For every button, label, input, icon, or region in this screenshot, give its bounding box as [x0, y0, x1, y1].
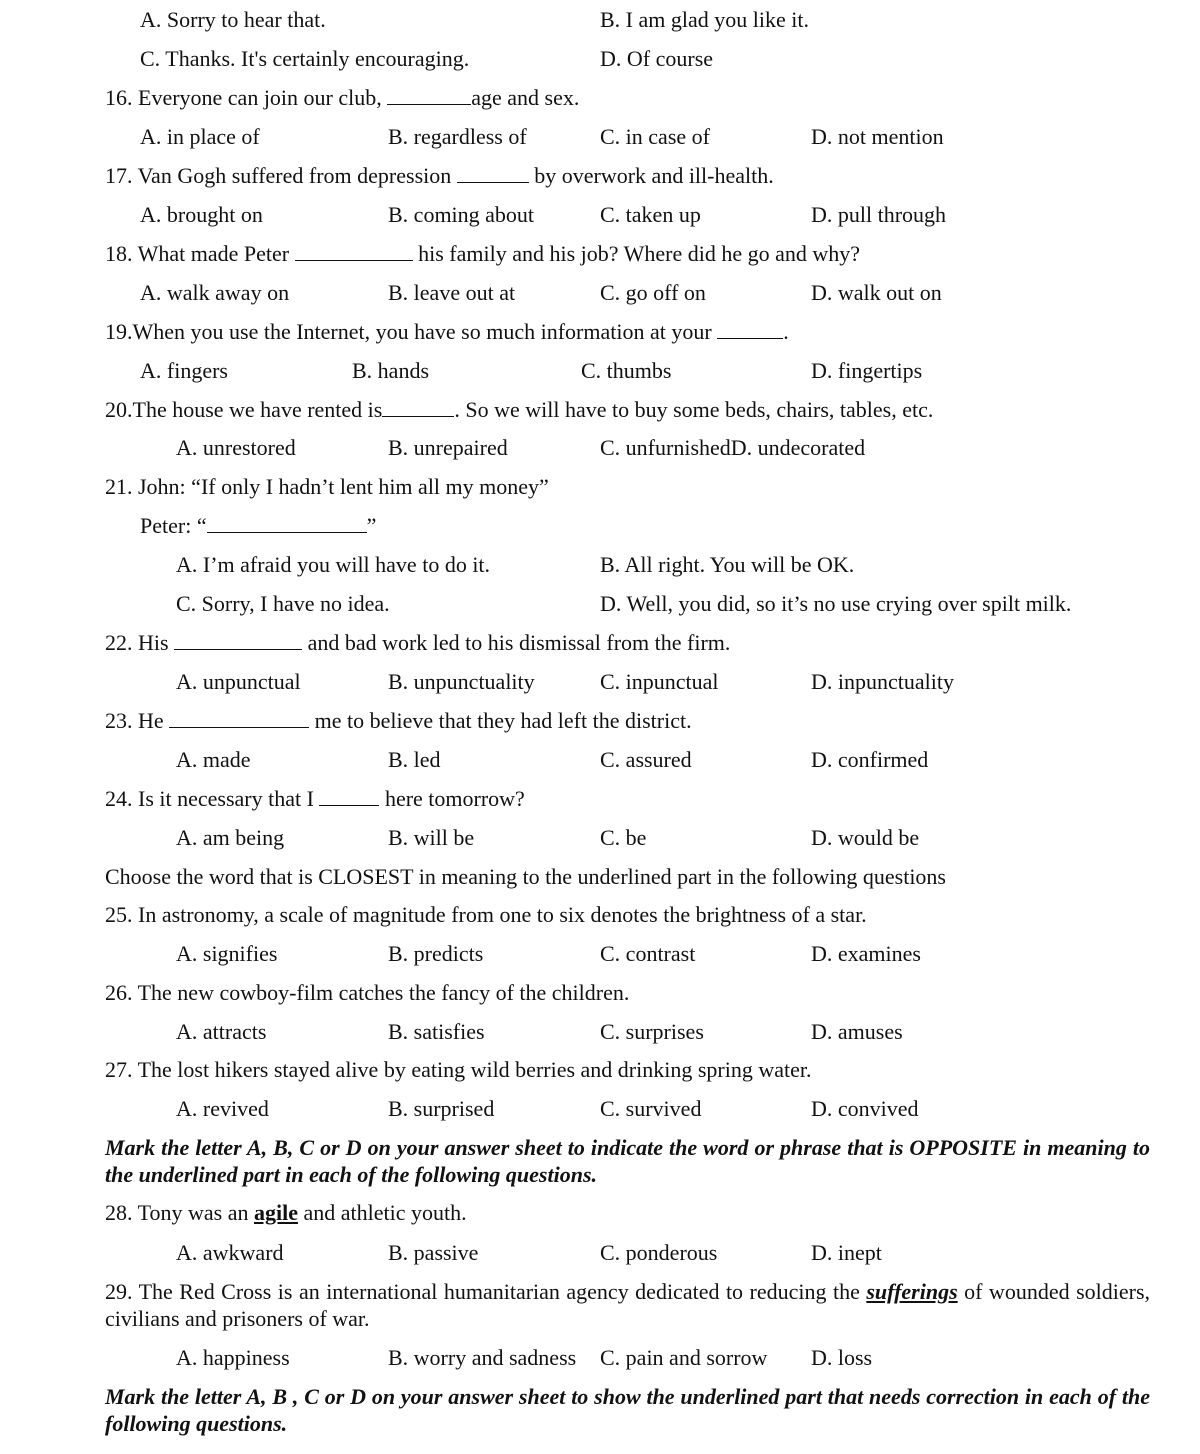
q19-option-b: B. hands: [352, 358, 429, 383]
answer-blank: [457, 164, 529, 183]
q18-option-d: D. walk out on: [811, 280, 942, 305]
answer-blank: [319, 787, 379, 806]
answer-blank: [207, 514, 367, 533]
question-number: 17.: [105, 163, 133, 188]
question-stem: Everyone can join our club,: [138, 85, 382, 110]
underlined-word: agile: [253, 1200, 298, 1225]
q22-option-a: A. unpunctual: [176, 669, 301, 694]
q15-option-c: C. Thanks. It's certainly encouraging.: [140, 46, 470, 71]
question-29: [105, 1278, 1150, 1332]
q15-option-b: B. I am glad you like it.: [600, 7, 809, 32]
closing-quote: ”: [366, 513, 377, 538]
question-stem: He: [138, 708, 164, 733]
q17-option-b: B. coming about: [388, 202, 535, 227]
q25-option-a: A. signifies: [176, 941, 278, 966]
q16-option-c: C. in case of: [600, 124, 710, 149]
question-stem: Is it necessary that I: [138, 786, 314, 811]
question-26: 26. The new cowboy-film catches the fancy of the children.: [105, 980, 630, 1005]
q20-option-a: A. unrestored: [176, 435, 296, 460]
q23-option-c: C. assured: [600, 747, 692, 772]
question-stem-end: and bad work led to his dismissal from the firm.: [307, 630, 731, 655]
q25-option-c: C. contrast: [600, 941, 696, 966]
underlined-word: sufferings: [866, 1279, 958, 1304]
question-stem: 19.When you use the Internet, you have so much information at your: [105, 319, 712, 344]
q29-option-d: D. loss: [811, 1345, 873, 1370]
q17-option-d: D. pull through: [811, 202, 947, 227]
q29-option-c: C. pain and sorrow: [600, 1345, 768, 1370]
q19-option-a: A. fingers: [140, 358, 228, 383]
q15-option-d: D. Of course: [600, 46, 714, 71]
question-stem: 20.The house we have rented is: [105, 397, 383, 422]
answer-blank: [717, 320, 783, 339]
q24-option-b: B. will be: [388, 825, 475, 850]
question-stem: 28. Tony was an: [105, 1200, 249, 1225]
answer-blank: [174, 631, 302, 650]
q21-option-b: B. All right. You will be OK.: [600, 552, 855, 577]
question-stem-end: his family and his job? Where did he go and why?: [418, 241, 861, 266]
q24-option-c: C. be: [600, 825, 647, 850]
q28-option-a: A. awkward: [176, 1240, 284, 1265]
question-stem-end: of wounded soldiers, civilians and prisoners of war.: [105, 1279, 1151, 1331]
q26-option-d: D. amuses: [811, 1019, 903, 1044]
question-stem: His: [138, 630, 169, 655]
q23-option-a: A. made: [176, 747, 251, 772]
q27-option-d: D. convived: [811, 1096, 919, 1121]
question-28: [105, 1200, 467, 1226]
answer-blank: [169, 709, 309, 728]
q26-option-b: B. satisfies: [388, 1019, 485, 1044]
q17-option-a: A. brought on: [140, 202, 263, 227]
q23-option-b: B. led: [388, 747, 441, 772]
q21-peter-line: [140, 513, 376, 539]
question-stem-end: . So we will have to buy some beds, chairs, tables, etc.: [454, 397, 934, 422]
q27-option-b: B. surprised: [388, 1096, 495, 1121]
q28-option-c: C. ponderous: [600, 1240, 718, 1265]
answer-blank: [387, 86, 471, 105]
q22-option-b: B. unpunctuality: [388, 669, 535, 694]
q16-option-a: A. in place of: [140, 124, 260, 149]
question-stem-end: .: [783, 319, 789, 344]
question-number: 24.: [105, 786, 133, 811]
question-stem-end: age and sex.: [471, 85, 580, 110]
q15-option-a: A. Sorry to hear that.: [140, 7, 326, 32]
q17-option-c: C. taken up: [600, 202, 701, 227]
question-22: [105, 630, 730, 656]
q28-option-b: B. passive: [388, 1240, 479, 1265]
question-number: 22.: [105, 630, 133, 655]
q20-option-b: B. unrepaired: [388, 435, 508, 460]
question-stem: Van Gogh suffered from depression: [137, 163, 452, 188]
question-18: [105, 241, 860, 267]
question-20: [105, 397, 933, 423]
q25-option-d: D. examines: [811, 941, 921, 966]
section-heading-opposite: Mark the letter A, B, C or D on your answer sheet to indicate the word or phrase that is OPPOSITE in meaning to the underlined part in each of the following questions.: [105, 1135, 1150, 1187]
q19-option-c: C. thumbs: [581, 358, 672, 383]
q21-option-a: A. I’m afraid you will have to do it.: [176, 552, 491, 577]
answer-blank: [295, 242, 413, 261]
q16-option-d: D. not mention: [811, 124, 944, 149]
q16-option-b: B. regardless of: [388, 124, 527, 149]
question-21: 21. John: “If only I hadn’t lent him all my money”: [105, 474, 549, 499]
q18-option-c: C. go off on: [600, 280, 706, 305]
q26-option-c: C. surprises: [600, 1019, 704, 1044]
question-27: 27. The lost hikers stayed alive by eating wild berries and drinking spring water.: [105, 1057, 812, 1082]
question-stem-end: here tomorrow?: [384, 786, 525, 811]
q22-option-d: D. inpunctuality: [811, 669, 954, 694]
q24-option-a: A. am being: [176, 825, 285, 850]
question-stem: 29. The Red Cross is an international humanitarian agency dedicated to reducing the: [105, 1279, 860, 1304]
section-heading-correction: Mark the letter A, B , C or D on your answer sheet to show the underlined part that needs correction in each of the following questions.: [105, 1384, 1150, 1436]
q27-option-c: C. survived: [600, 1096, 702, 1121]
q18-option-a: A. walk away on: [140, 280, 290, 305]
question-number: 16.: [105, 85, 133, 110]
section-heading-closest: Choose the word that is CLOSEST in meaning to the underlined part in the following questions: [105, 864, 946, 889]
q22-option-c: C. inpunctual: [600, 669, 719, 694]
q28-option-d: D. inept: [811, 1240, 882, 1265]
question-number: 18.: [105, 241, 133, 266]
q18-option-b: B. leave out at: [388, 280, 516, 305]
q19-option-d: D. fingertips: [811, 358, 923, 383]
q27-option-a: A. revived: [176, 1096, 269, 1121]
question-23: [105, 708, 692, 734]
question-17: [105, 163, 774, 189]
question-19: [105, 319, 789, 345]
q24-option-d: D. would be: [811, 825, 920, 850]
answer-blank: [382, 398, 454, 417]
q20-option-cd: C. unfurnishedD. undecorated: [600, 435, 866, 460]
speaker-label: Peter: “: [140, 513, 207, 538]
question-24: [105, 786, 525, 812]
q29-option-b: B. worry and sadness: [388, 1345, 577, 1370]
q25-option-b: B. predicts: [388, 941, 484, 966]
question-stem: What made Peter: [137, 241, 290, 266]
question-stem-end: me to believe that they had left the district.: [314, 708, 692, 733]
question-number: 23.: [105, 708, 133, 733]
question-16: [105, 85, 579, 111]
question-25: 25. In astronomy, a scale of magnitude from one to six denotes the brightness of a star.: [105, 902, 867, 927]
q21-option-d: D. Well, you did, so it’s no use crying over spilt milk.: [600, 591, 1072, 616]
q23-option-d: D. confirmed: [811, 747, 929, 772]
q21-option-c: C. Sorry, I have no idea.: [176, 591, 390, 616]
q26-option-a: A. attracts: [176, 1019, 267, 1044]
q29-option-a: A. happiness: [176, 1345, 290, 1370]
question-stem-end: by overwork and ill-health.: [534, 163, 774, 188]
question-stem-end: and athletic youth.: [303, 1200, 467, 1225]
